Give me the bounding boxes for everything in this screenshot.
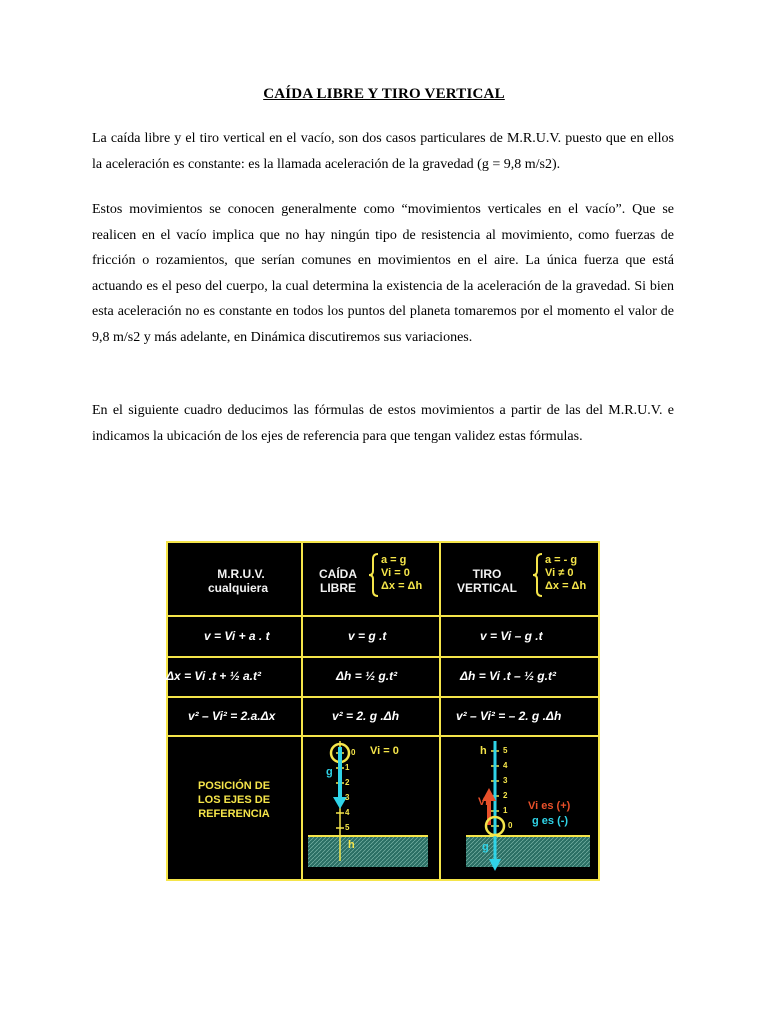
- caida-conditions: [381, 554, 422, 593]
- caida-h-label: h: [348, 839, 355, 851]
- caida-tick-1: 1: [345, 763, 350, 772]
- formula-mruv-displacement: Δx = Vi .t + ½ a.t²: [166, 669, 261, 683]
- header-caida: [312, 567, 364, 595]
- formula-mruv-timeless: v² – Vi² = 2.a.Δx: [188, 709, 276, 723]
- tiro-cond-dx: Δx = Δh: [545, 580, 587, 592]
- tiro-tick-5: 5: [503, 746, 508, 755]
- header-caida-line2: LIBRE: [320, 581, 356, 595]
- header-tiro-line1: TIRO: [472, 567, 502, 581]
- paragraph-table-intro: En el siguiente cuadro deducimos las fórmulas de estos movimientos a partir de las del M.R.U.V. e indicamos la ubicación de los ejes de referencia para que tengan validez estas fórmulas.: [92, 403, 674, 444]
- formula-table: [166, 541, 600, 881]
- header-tiro-line2: VERTICAL: [457, 581, 517, 595]
- paragraph-intro: La caída libre y el tiro vertical en el vacío, son dos casos particulares de M.R.U.V. puesto que en ellos la aceleración es constante: es la llamada aceleración de la gravedad (g = 9,8 m/s2).: [92, 131, 674, 172]
- tiro-conditions: [545, 554, 586, 593]
- tiro-tick-0: 0: [508, 821, 513, 830]
- position-label-line2: LOS EJES DE: [197, 794, 271, 806]
- caida-g-label: g: [326, 766, 333, 778]
- caida-tick-2: 2: [345, 778, 350, 787]
- caida-tick-4: 4: [345, 808, 350, 817]
- header-tiro: [446, 567, 528, 595]
- header-mruv: [196, 567, 286, 595]
- formula-tiro-timeless: v² – Vi² = – 2. g .Δh: [456, 709, 562, 723]
- paragraph-vacuum: Estos movimientos se conocen generalmente como “movimientos verticales en el vacío”. Que se realicen en el vacío implica que no hay ningún tipo de resistencia al movimiento, como fuerzas de fricción o rozamientos, que serían comunes en movimientos en el aire. La única fuerza que está actuando es el peso del cuerpo, la cual determina la existencia de la aceleración de la gravedad. Si bien esta aceleración no es constante en todos los puntos del planeta tomaremos por el momento el valor de 9,8 m/s2 y más adelante, en Dinámica discutiremos sus variaciones.: [92, 202, 674, 345]
- formula-caida-displacement: Δh = ½ g.t²: [336, 669, 398, 683]
- tiro-vi-label: Vi: [478, 796, 489, 808]
- position-label-line1: POSICIÓN DE: [197, 780, 271, 792]
- tiro-cond-vi: Vi ≠ 0: [545, 567, 574, 579]
- position-label: [184, 779, 284, 821]
- tiro-tick-1: 1: [503, 806, 508, 815]
- formula-tiro-velocity: v = Vi – g .t: [480, 629, 543, 643]
- tiro-cond-a: a = - g: [545, 554, 578, 566]
- header-mruv-line1: M.R.U.V.: [217, 567, 265, 581]
- formula-tiro-displacement: Δh = Vi .t – ½ g.t²: [460, 669, 556, 683]
- tiro-tick-2: 2: [503, 791, 508, 800]
- caida-tick-3: 3: [345, 793, 350, 802]
- formula-mruv-velocity: v = Vi + a . t: [204, 629, 270, 643]
- ground-caida: [308, 836, 428, 867]
- caida-tick-5: 5: [345, 823, 350, 832]
- header-mruv-line2: cualquiera: [208, 581, 269, 595]
- tiro-tick-4: 4: [503, 761, 508, 770]
- caida-cond-vi: Vi = 0: [381, 567, 410, 579]
- formula-caida-timeless: v² = 2. g .Δh: [332, 709, 400, 723]
- formula-caida-velocity: v = g .t: [348, 629, 387, 643]
- position-label-line3: REFERENCIA: [198, 808, 270, 820]
- tiro-vi-sign: Vi es (+): [528, 800, 571, 812]
- caida-vi-label: Vi = 0: [370, 745, 399, 757]
- tiro-g-label: g: [482, 841, 489, 853]
- tiro-g-sign: g es (-): [532, 815, 569, 827]
- page-title: CAÍDA LIBRE Y TIRO VERTICAL: [263, 86, 505, 102]
- header-caida-line1: CAÍDA: [319, 567, 357, 581]
- caida-cond-dx: Δx = Δh: [381, 580, 423, 592]
- tiro-tick-3: 3: [503, 776, 508, 785]
- caida-cond-a: a = g: [381, 554, 407, 566]
- tiro-h-label: h: [480, 745, 487, 757]
- caida-tick-0: 0: [351, 748, 356, 757]
